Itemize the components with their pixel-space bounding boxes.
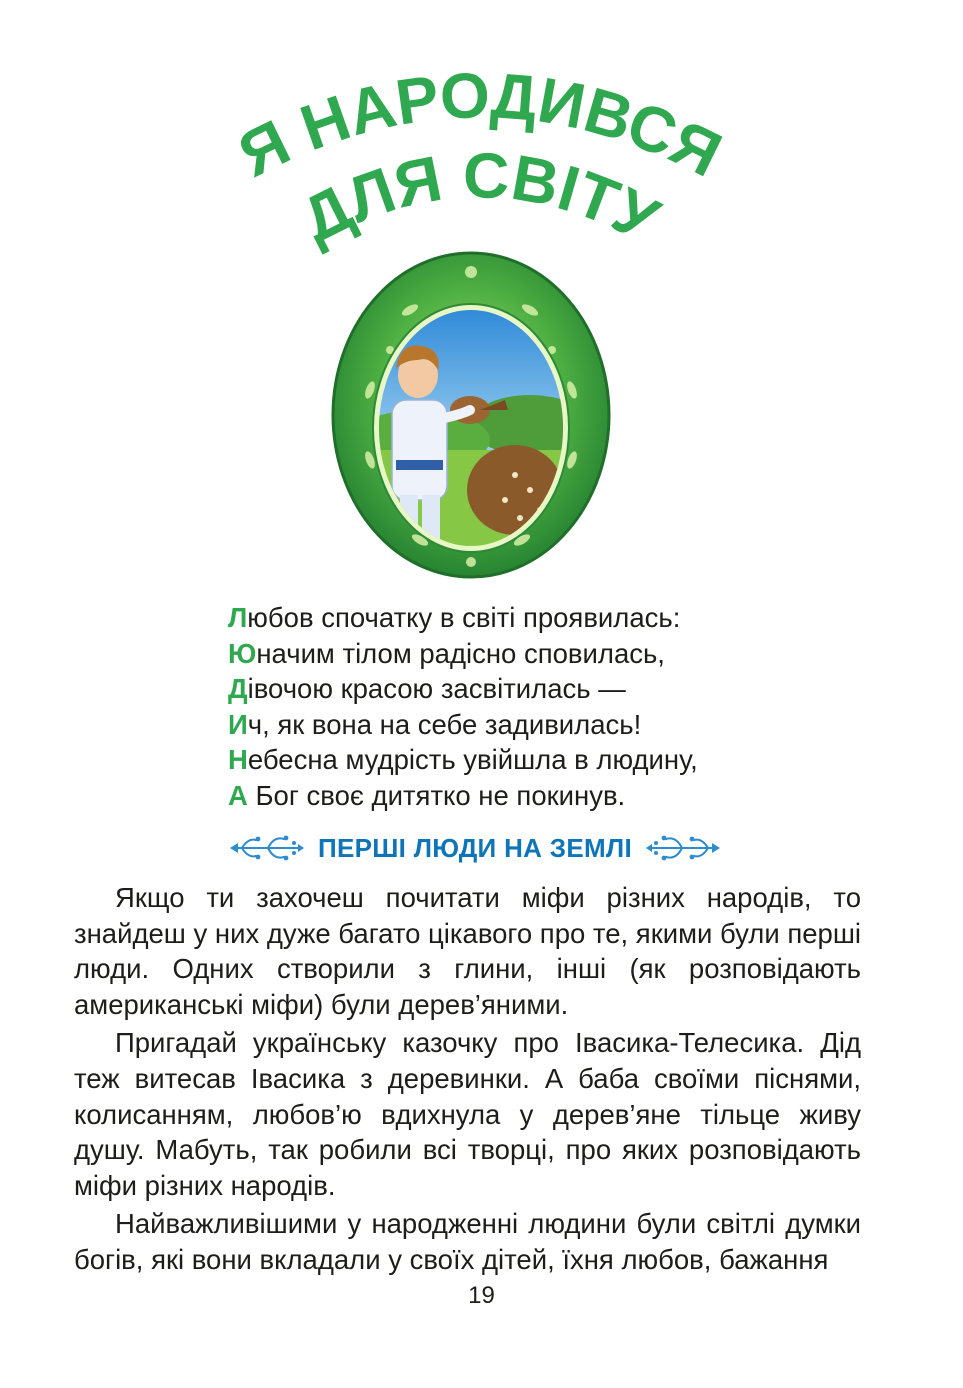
- poem-initial: А: [228, 779, 248, 811]
- poem-initial: Д: [228, 673, 248, 705]
- page-number: 19: [468, 1282, 495, 1309]
- boy-with-fawn-illustration: [330, 250, 612, 580]
- poem-line: [228, 742, 828, 778]
- poem-line-text: ч, як вона на себе задивилась!: [247, 708, 642, 740]
- paragraph: Якщо ти захочеш почитати міфи різних народів, то знайдеш у них дуже багато цікавого про те, якими були перші люди. Одних створили з глини, інші (як розповідають американські міфи) були дерев’яними.: [74, 882, 861, 1020]
- floral-ornament-left-icon: [228, 830, 306, 866]
- poem-line: [228, 671, 828, 707]
- poem-line-text: ебесна мудрість увійшла в людину,: [247, 744, 698, 776]
- poem-line: [228, 600, 828, 636]
- poem-line-text: Бог своє дитятко не покинув.: [247, 779, 626, 811]
- poem-line: [228, 778, 828, 814]
- title-line-1: Я НАРОДИВСЯ: [227, 60, 733, 191]
- title-line-2: ДЛЯ СВІТУ: [290, 139, 670, 257]
- poem-line-text: івочою красою засвітилась —: [247, 673, 626, 705]
- body-text: [74, 880, 861, 1278]
- poem-initial: Н: [228, 744, 248, 776]
- section-heading: [195, 826, 755, 870]
- section-title: ПЕРШІ ЛЮДИ НА ЗЕМЛІ: [317, 832, 633, 863]
- poem-line: [228, 707, 828, 743]
- poem-initial: Л: [228, 602, 248, 633]
- poem-initial: И: [228, 708, 248, 740]
- page-title: [220, 60, 740, 260]
- poem-line: [228, 636, 828, 672]
- floral-ornament-right-icon: [644, 830, 722, 866]
- poem-line-text: начим тілом радісно сповилась,: [256, 637, 665, 669]
- paragraph: Найважливішими у народженні людини були світлі думки богів, які вони вкладали у своїх дітей, їхня любов, бажання: [74, 1208, 861, 1275]
- paragraph: Пригадай українську казочку про Івасика-Телесика. Дід теж витесав Івасика з деревинки. А баба своїми піснями, колисанням, любов’ю вдихнула у дерев’яне тільце живу душу. Мабуть, так робили всі творці, про яких розповідають міфи різних народів.: [74, 1027, 861, 1201]
- acrostic-poem: [228, 600, 828, 814]
- poem-initial: Ю: [228, 637, 257, 669]
- poem-line-text: юбов спочатку в світі проявилась:: [247, 602, 681, 633]
